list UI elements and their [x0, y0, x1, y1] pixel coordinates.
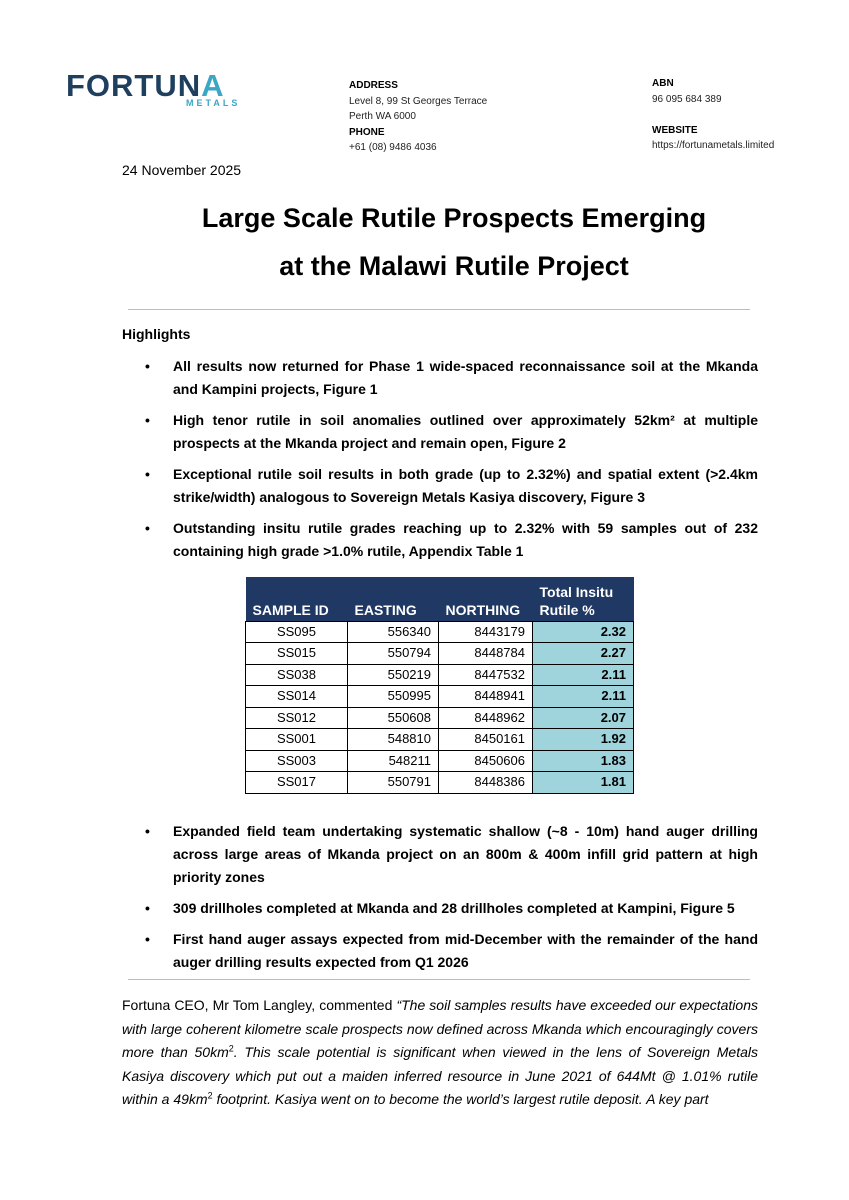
address-block [349, 78, 579, 156]
ceo-quote-paragraph [122, 994, 758, 1112]
ceo-quote-part3: footprint. Kasiya went on to become the world’s largest rutile deposit. A key part [212, 1091, 709, 1107]
table-row [246, 707, 634, 729]
website-label: WEBSITE [652, 124, 698, 136]
table-row [246, 643, 634, 665]
table-row [246, 729, 634, 751]
bullet-icon: • [145, 412, 150, 428]
document-title [100, 194, 808, 290]
cell-easting: 550791 [348, 772, 439, 794]
highlight-text: 309 drillholes completed at Mkanda and 28 drillholes completed at Kampini, Figure 5 [173, 900, 735, 916]
cell-sample-id: SS012 [246, 707, 348, 729]
cell-northing: 8448962 [439, 707, 533, 729]
table-row [246, 664, 634, 686]
ceo-quote-sup1: 2 [228, 1043, 234, 1054]
highlight-item [122, 820, 758, 889]
logo-word-main: FORTUN [66, 68, 202, 103]
cell-sample-id: SS095 [246, 621, 348, 643]
cell-northing: 8450606 [439, 750, 533, 772]
highlight-item [122, 897, 758, 920]
cell-rutile: 1.81 [533, 772, 634, 794]
col-header-northing: NORTHING [439, 577, 533, 621]
col-header-easting: EASTING [348, 577, 439, 621]
ceo-quote-intro: Fortuna CEO, Mr Tom Langley, commented [122, 997, 397, 1013]
highlight-text: First hand auger assays expected from mid-December with the remainder of the hand auger drilling results expected from Q1 2026 [173, 931, 758, 970]
cell-easting: 548810 [348, 729, 439, 751]
cell-easting: 550608 [348, 707, 439, 729]
cell-rutile: 2.07 [533, 707, 634, 729]
website-link[interactable]: https://fortunametals.limited [652, 140, 775, 151]
cell-northing: 8450161 [439, 729, 533, 751]
bullet-icon: • [145, 931, 150, 947]
rutile-results-table [245, 577, 634, 794]
divider-top [128, 309, 750, 310]
cell-rutile: 1.92 [533, 729, 634, 751]
cell-easting: 556340 [348, 621, 439, 643]
cell-sample-id: SS001 [246, 729, 348, 751]
highlight-text: Outstanding insitu rutile grades reaching up to 2.32% with 59 samples out of 232 containing high grade >1.0% rutile, Appendix Table 1 [173, 520, 758, 559]
col-header-sample-id: SAMPLE ID [246, 577, 348, 621]
highlight-item [122, 517, 758, 563]
highlight-item [122, 355, 758, 401]
cell-sample-id: SS014 [246, 686, 348, 708]
cell-rutile: 1.83 [533, 750, 634, 772]
cell-easting: 550794 [348, 643, 439, 665]
cell-easting: 550219 [348, 664, 439, 686]
cell-sample-id: SS038 [246, 664, 348, 686]
highlights-list-continued [122, 820, 758, 982]
highlight-text: All results now returned for Phase 1 wide-spaced reconnaissance soil at the Mkanda and Kampini projects, Figure 1 [173, 358, 758, 397]
title-line-1: Large Scale Rutile Prospects Emerging [201, 203, 707, 233]
bullet-icon: • [145, 466, 150, 482]
abn-value: 96 095 684 389 [652, 93, 722, 105]
cell-sample-id: SS017 [246, 772, 348, 794]
cell-rutile: 2.32 [533, 621, 634, 643]
ceo-quote-part2: . This scale potential is significant when viewed in the lens of Sovereign Metals Kasiya discovery which put out a maiden inferred resource in June 2021 of 644Mt @ 1.01% rutile within a 49km [122, 1044, 758, 1107]
ceo-quote-sup2: 2 [207, 1090, 213, 1101]
table-row [246, 772, 634, 794]
document-date: 24 November 2025 [122, 162, 242, 178]
fortuna-metals-logo [66, 68, 241, 112]
highlight-text: Exceptional rutile soil results in both grade (up to 2.32%) and spatial extent (>2.4km strike/width) analogous to Sovereign Metals Kasiya discovery, Figure 3 [173, 466, 758, 505]
cell-northing: 8443179 [439, 621, 533, 643]
highlight-item [122, 463, 758, 509]
col-header-rutile: Total Insitu Rutile % [533, 577, 634, 621]
bullet-icon: • [145, 358, 150, 374]
phone-label: PHONE [349, 126, 385, 138]
cell-easting: 550995 [348, 686, 439, 708]
cell-sample-id: SS015 [246, 643, 348, 665]
table-row [246, 686, 634, 708]
phone-value: +61 (08) 9486 4036 [349, 142, 437, 153]
logo-word-accent: A [201, 68, 225, 103]
cell-northing: 8448941 [439, 686, 533, 708]
bullet-icon: • [145, 520, 150, 536]
cell-rutile: 2.11 [533, 686, 634, 708]
abn-label: ABN [652, 78, 674, 89]
cell-northing: 8448386 [439, 772, 533, 794]
table-header-row [246, 577, 634, 621]
cell-rutile: 2.27 [533, 643, 634, 665]
highlight-item [122, 409, 758, 455]
cell-northing: 8448784 [439, 643, 533, 665]
cell-rutile: 2.11 [533, 664, 634, 686]
cell-easting: 548211 [348, 750, 439, 772]
abn-website-block [652, 76, 832, 154]
cell-sample-id: SS003 [246, 750, 348, 772]
highlights-list [122, 355, 758, 571]
highlight-item [122, 928, 758, 974]
cell-northing: 8447532 [439, 664, 533, 686]
ceo-quote-part1: “The soil samples results have exceeded our expectations with large coherent kilometre scale prospects now defined across Mkanda which encouragingly covers more than 50km [122, 997, 758, 1060]
table-row [246, 750, 634, 772]
address-line2: Perth WA 6000 [349, 111, 416, 122]
logo-subtext: METALS [186, 98, 241, 108]
highlights-heading: Highlights [122, 326, 191, 342]
table-row [246, 621, 634, 643]
bullet-icon: • [145, 823, 150, 839]
bullet-icon: • [145, 900, 150, 916]
address-label: ADDRESS [349, 80, 398, 91]
highlight-text: Expanded field team undertaking systematic shallow (~8 - 10m) hand auger drilling across large areas of Mkanda project on an 800m & 400m infill grid pattern at high priority zones [173, 823, 758, 885]
highlight-text: High tenor rutile in soil anomalies outlined over approximately 52km² at multiple prospects at the Mkanda project and remain open, Figure 2 [173, 412, 758, 451]
divider-bottom [128, 979, 750, 980]
address-line1: Level 8, 99 St Georges Terrace [349, 95, 488, 107]
title-line-2: at the Malawi Rutile Project [279, 251, 629, 281]
